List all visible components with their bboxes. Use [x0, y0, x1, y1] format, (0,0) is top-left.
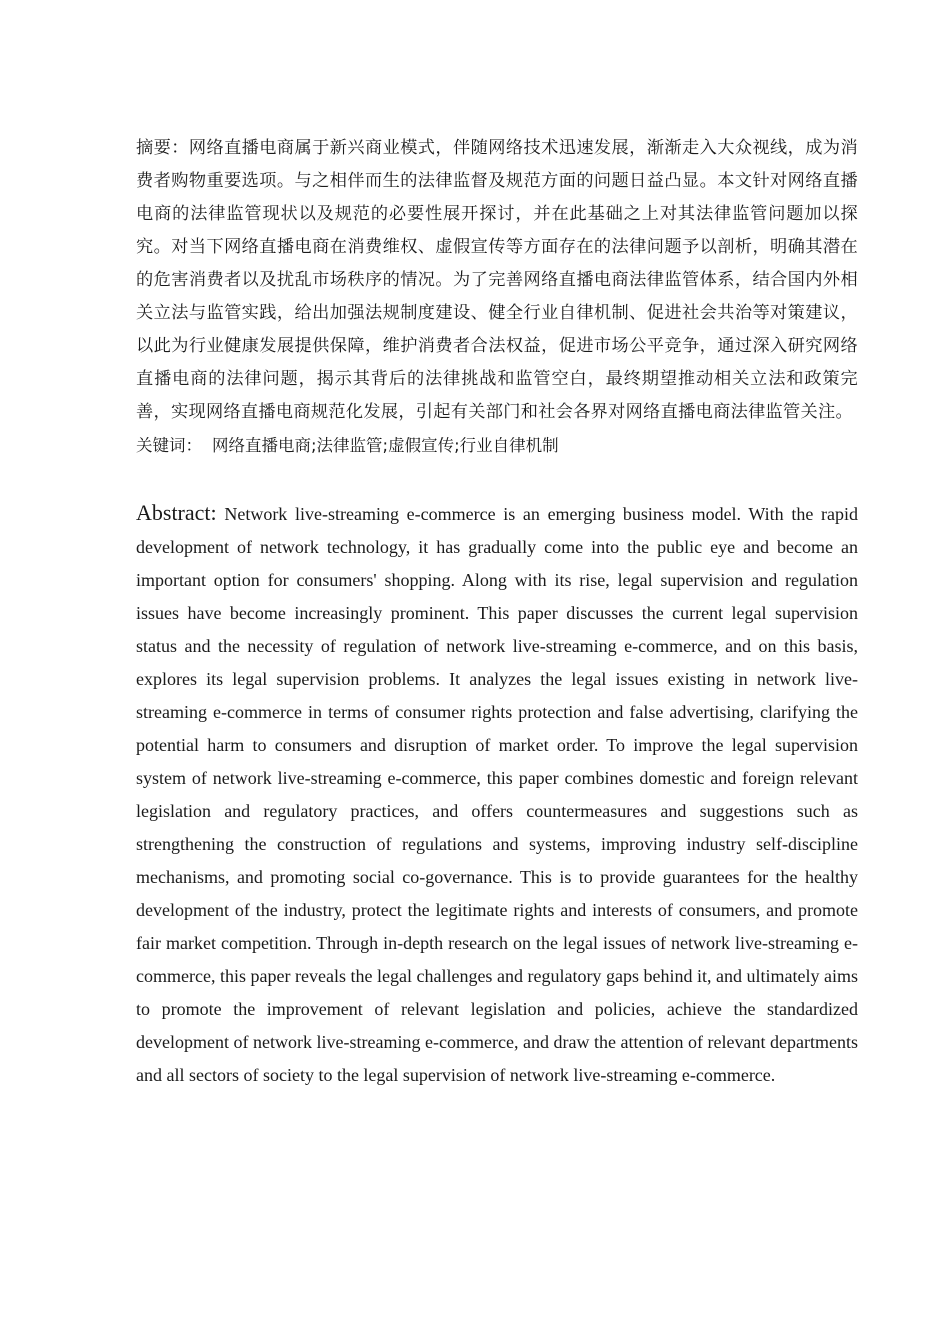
chinese-abstract-label: 摘要： — [136, 138, 189, 158]
english-abstract-label: Abstract: — [136, 500, 217, 525]
english-abstract — [136, 496, 858, 1092]
keywords-text: 网络直播电商;法律监管;虚假宣传;行业自律机制 — [212, 436, 559, 455]
chinese-abstract-text: 网络直播电商属于新兴商业模式，伴随网络技术迅速发展，渐渐走入大众视线，成为消费者购物重要选项。与之相伴而生的法律监督及规范方面的问题日益凸显。本文针对网络直播电商的法律监管现状以及规范的必要性展开探讨，并在此基础之上对其法律监管问题加以探究。对当下网络直播电商在消费维权、虚假宣传等方面存在的法律问题予以剖析，明确其潜在的危害消费者以及扰乱市场秩序的情况。为了完善网络直播电商法律监管体系，结合国内外相关立法与监管实践，给出加强法规制度建设、健全行业自律机制、促进社会共治等对策建议，以此为行业健康发展提供保障，维护消费者合法权益，促进市场公平竞争，通过深入研究网络直播电商的法律问题，揭示其背后的法律挑战和监管空白，最终期望推动相关立法和政策完善，实现网络直播电商规范化发展，引起有关部门和社会各界对网络直播电商法律监管关注。 — [136, 138, 858, 422]
english-abstract-text: Network live-streaming e-commerce is an emerging business model. With the rapid development of network technology, it has gradually come into the public eye and become an important option for consumers' shopping. Along with its rise, legal supervision and regulation issues have become increasingly prominent. This paper discusses the current legal supervision status and the necessity of regulation of network live-streaming e-commerce, and on this basis, explores its legal supervision problems. It analyzes the legal issues existing in network live-streaming e-commerce in terms of consumer rights protection and false advertising, clarifying the potential harm to consumers and disruption of market order. To improve the legal supervision system of network live-streaming e-commerce, this paper combines domestic and foreign relevant legislation and regulatory practices, and offers countermeasures and suggestions such as strengthening the construction of regulations and systems, improving industry self-discipline mechanisms, and promoting social co-governance. This is to provide guarantees for the healthy development of the industry, protect the legitimate rights and interests of consumers, and promote fair market competition. Through in-depth research on the legal issues of network live-streaming e-commerce, this paper reveals the legal challenges and regulatory gaps behind it, and ultimately aims to promote the improvement of relevant legislation and policies, achieve the standardized development of network live-streaming e-commerce, and draw the attention of relevant departments and all sectors of society to the legal supervision of network live-streaming e-commerce. — [136, 504, 858, 1085]
document-page — [136, 132, 858, 1092]
chinese-keywords — [136, 429, 858, 462]
chinese-abstract — [136, 132, 858, 429]
keywords-label: 关键词： — [136, 436, 202, 455]
